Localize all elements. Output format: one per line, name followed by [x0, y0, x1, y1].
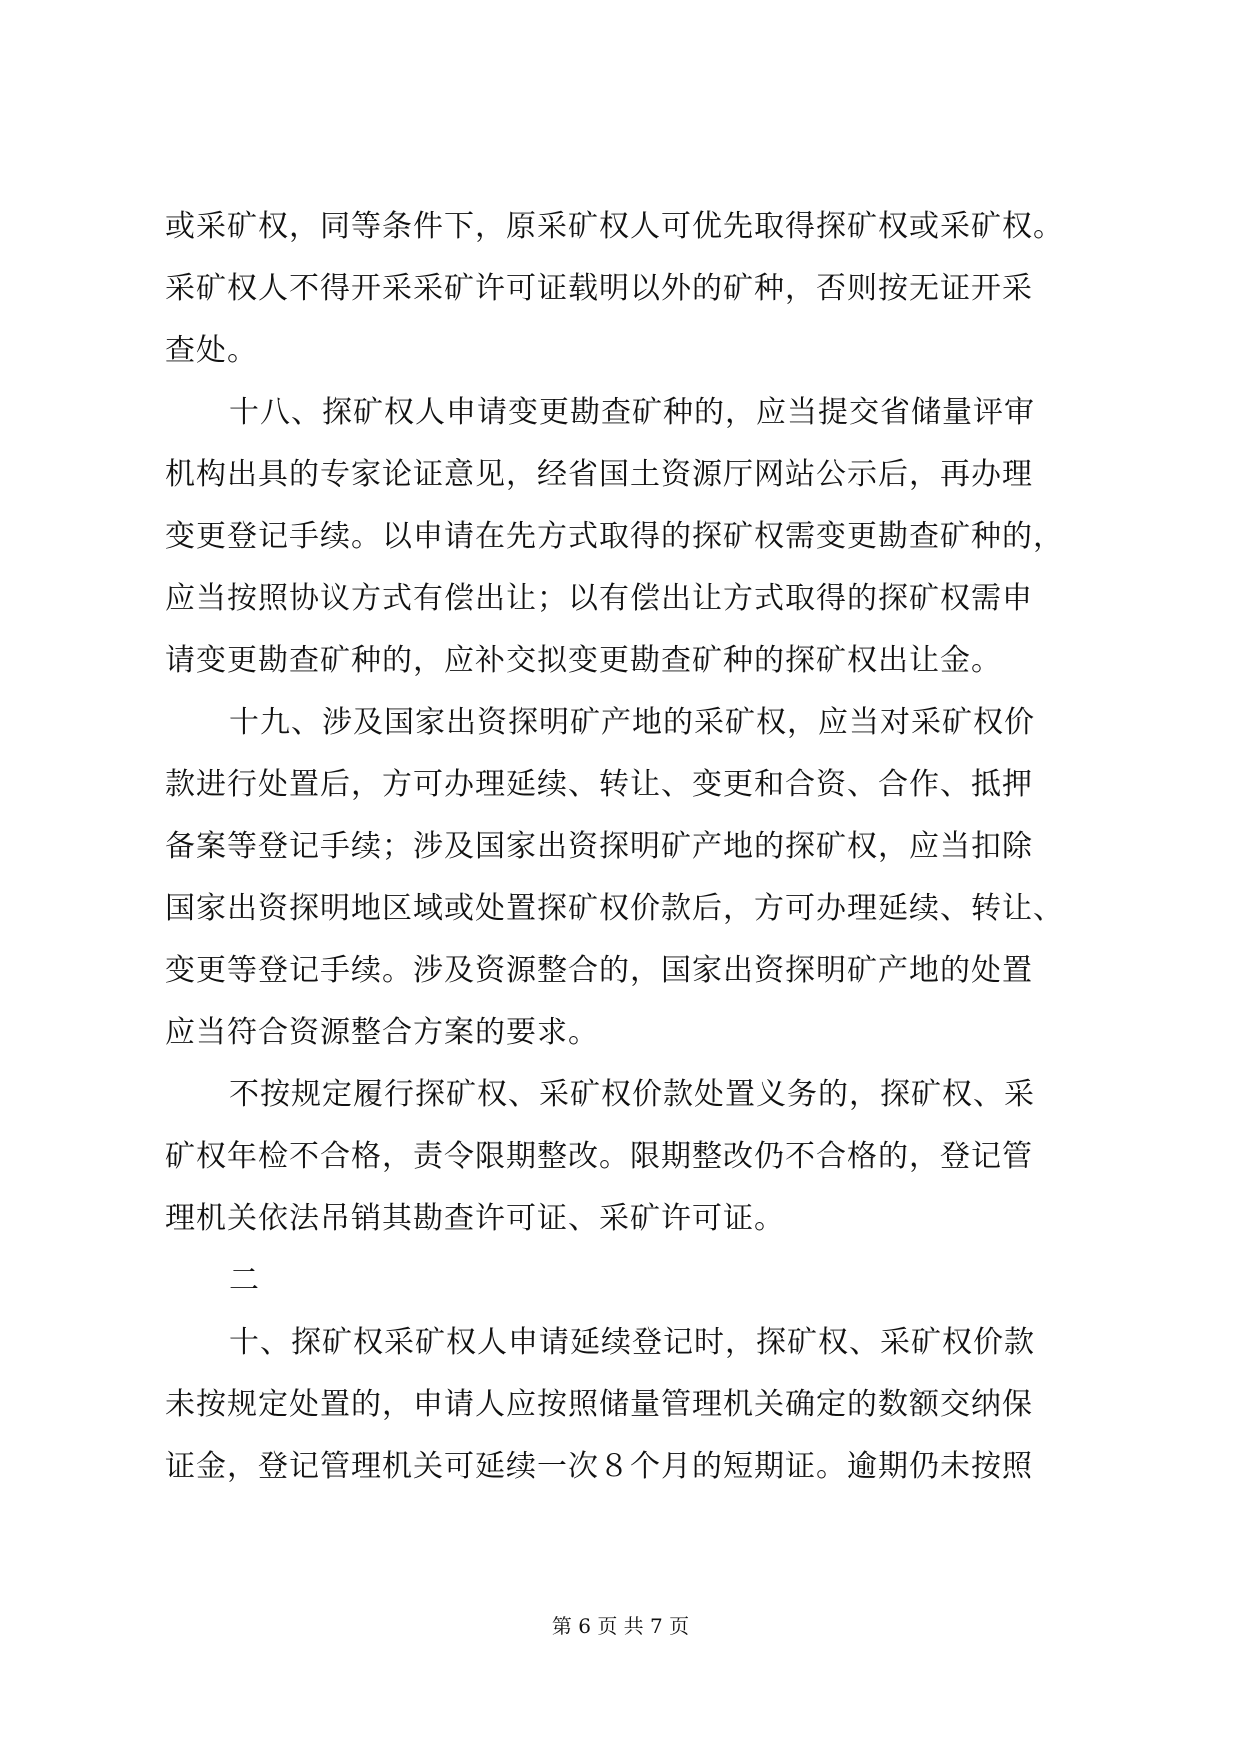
text-line: 未按规定处置的，申请人应按照储量管理机关确定的数额交纳保 — [165, 1387, 1033, 1422]
page-number-label: 第 6 页 共 7 页 — [551, 1614, 690, 1638]
text-line: 应当符合资源整合方案的要求。 — [165, 1015, 599, 1050]
paragraph-start-line: 二 — [229, 1263, 260, 1298]
text-line: 变更等登记手续。涉及资源整合的，国家出资探明矿产地的处置 — [165, 953, 1033, 988]
text-line: 机构出具的专家论证意见，经省国土资源厅网站公示后，再办理 — [165, 457, 1033, 492]
text-line: 证金，登记管理机关可延续一次８个月的短期证。逾期仍未按照 — [165, 1449, 1033, 1484]
document-body — [165, 196, 1085, 1498]
text-line: 或采矿权，同等条件下，原采矿权人可优先取得探矿权或采矿权。 — [165, 209, 1064, 244]
paragraph-start-line: 不按规定履行探矿权、采矿权价款处置义务的，探矿权、采 — [229, 1077, 1035, 1112]
paragraph-start-line: 十八、探矿权人申请变更勘查矿种的，应当提交省储量评审 — [229, 395, 1035, 430]
text-line: 变更登记手续。以申请在先方式取得的探矿权需变更勘查矿种的， — [165, 519, 1064, 554]
text-line: 款进行处置后，方可办理延续、转让、变更和合资、合作、抵押 — [165, 767, 1033, 802]
text-line: 查处。 — [165, 333, 258, 368]
page-footer — [0, 1612, 1241, 1640]
text-line: 矿权年检不合格，责令限期整改。限期整改仍不合格的，登记管 — [165, 1139, 1033, 1174]
text-line: 采矿权人不得开采采矿许可证载明以外的矿种，否则按无证开采 — [165, 271, 1033, 306]
text-line: 理机关依法吊销其勘查许可证、采矿许可证。 — [165, 1201, 785, 1236]
paragraph-start-line: 十九、涉及国家出资探明矿产地的采矿权，应当对采矿权价 — [229, 705, 1035, 740]
text-line: 国家出资探明地区域或处置探矿权价款后，方可办理延续、转让、 — [165, 891, 1064, 926]
text-line: 请变更勘查矿种的，应补交拟变更勘查矿种的探矿权出让金。 — [165, 643, 1002, 678]
text-line: 应当按照协议方式有偿出让；以有偿出让方式取得的探矿权需申 — [165, 581, 1033, 616]
text-line: 备案等登记手续；涉及国家出资探明矿产地的探矿权，应当扣除 — [165, 829, 1033, 864]
paragraph-start-line: 十、探矿权采矿权人申请延续登记时，探矿权、采矿权价款 — [229, 1325, 1035, 1360]
